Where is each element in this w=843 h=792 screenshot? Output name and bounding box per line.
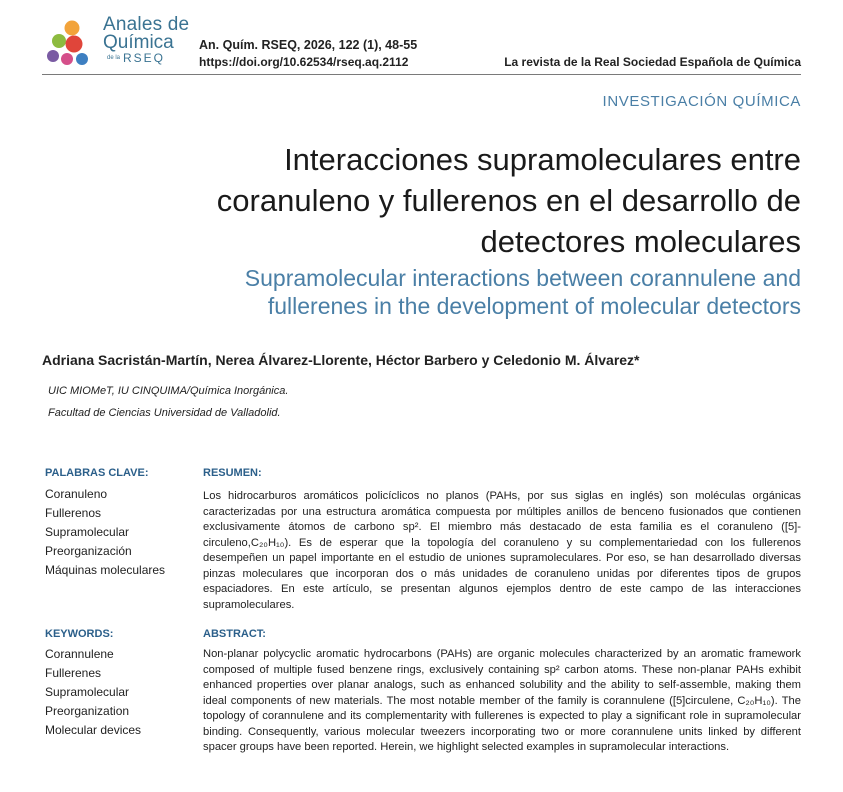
keyword-item: Supramolecular — [45, 525, 130, 539]
keyword-item: Fullerenos — [45, 506, 102, 520]
affiliation-line-2: Facultad de Ciencias Universidad de Valladolid. — [48, 407, 281, 419]
keyword-item: Preorganization — [45, 704, 130, 718]
keyword-item: Máquinas moleculares — [45, 563, 166, 577]
keyword-item: Fullerenes — [45, 666, 102, 680]
logo-text-line2: Química — [103, 32, 174, 53]
resumen-text: Los hidrocarburos aromáticos policíclicos no planos (PAHs, por sus siglas en inglés) son moléculas orgánicas caracterizadas por una estructura aromática compuesta por múltiples anillos de benceno fusionados que contienen exclusivamente átomos de carbono sp². El miembro más destacado de esta familia es el coranuleno ([5]-circuleno,C₂₀H₁₀). Es de esperar que la topología del coranuleno y su complementariedad con los fullerenos desempeñen un papel importante en el estudio de uniones supramoleculares. Por eso, se han desarrollado diversas pinzas moleculares que incorporan dos o más unidades de coranuleno unidas por diferentes tipos de grupos espaciadores. En este artículo, se presentan algunos ejemplos dentro de este campo de las interacciones supramoleculares. — [203, 490, 801, 611]
journal-reference: An. Quím. RSEQ, 2026, 122 (1), 48-55 — [199, 38, 418, 52]
logo-dot-blue — [76, 53, 88, 65]
author-list: Adriana Sacristán-Martín, Nerea Álvarez-Llorente, Héctor Barbero y Celedonio M. Álvarez* — [42, 352, 640, 368]
article-title-english: Supramolecular interactions between corannulene and fullerenes in the development of molecular detectors — [244, 265, 801, 319]
keyword-item: Molecular devices — [45, 723, 142, 737]
logo-text-line3: de la — [107, 55, 121, 61]
keywords-list — [45, 645, 141, 740]
abstract-text: Non-planar polycyclic aromatic hydrocarbons (PAHs) are organic molecules characterized by an aromatic framework composed of multiple fused benzene rings, exclusively containing sp² carbon atoms. These non-planar PAHs exhibit enhanced properties over planar analogs, such as enhanced solubility and the ability to self-assemble, making them ideal components of new materials. The most notable member of the family is corannulene ([5]circulene, C₂₀H₁₀). The topology of corannulene and its complementarity with fullerenes is expected to play a significant role in supramolecular binding. Consequently, various molecular tweezers incorporating two or more corannulene units linked by different spacer groups have been reported. Herein, we highlight selected examples in supramolecular interactions. — [203, 648, 801, 753]
logo-dot-orange — [65, 21, 80, 36]
logo-text-line4: RSEQ — [123, 51, 166, 65]
logo-dot-purple — [47, 50, 59, 62]
palabras-clave-heading: PALABRAS CLAVE: — [45, 467, 149, 479]
logo-dot-green — [52, 34, 66, 48]
logo-dot-pink — [61, 53, 73, 65]
header-divider — [42, 74, 801, 75]
logo-text-line1: Anales de — [103, 14, 190, 35]
keyword-item: Preorganización — [45, 544, 132, 558]
keyword-item: Coranuleno — [45, 487, 108, 501]
logo-dot-red — [66, 36, 83, 53]
palabras-clave-list — [45, 485, 165, 580]
keywords-heading: KEYWORDS: — [45, 628, 114, 640]
doi-link[interactable]: https://doi.org/10.62534/rseq.aq.2112 — [199, 55, 409, 69]
abstract-heading: ABSTRACT: — [203, 628, 266, 640]
society-tagline: La revista de la Real Sociedad Española de Química — [504, 55, 801, 69]
affiliation-line-1: UIC MIOMeT, IU CINQUIMA/Química Inorgánica. — [48, 385, 289, 397]
section-label: INVESTIGACIÓN QUÍMICA — [602, 93, 801, 110]
resumen-heading: RESUMEN: — [203, 467, 262, 479]
keyword-item: Corannulene — [45, 647, 114, 661]
keyword-item: Supramolecular — [45, 685, 130, 699]
article-title-spanish: Interacciones supramoleculares entre coranuleno y fullerenos en el desarrollo de detectores moleculares — [216, 142, 801, 259]
